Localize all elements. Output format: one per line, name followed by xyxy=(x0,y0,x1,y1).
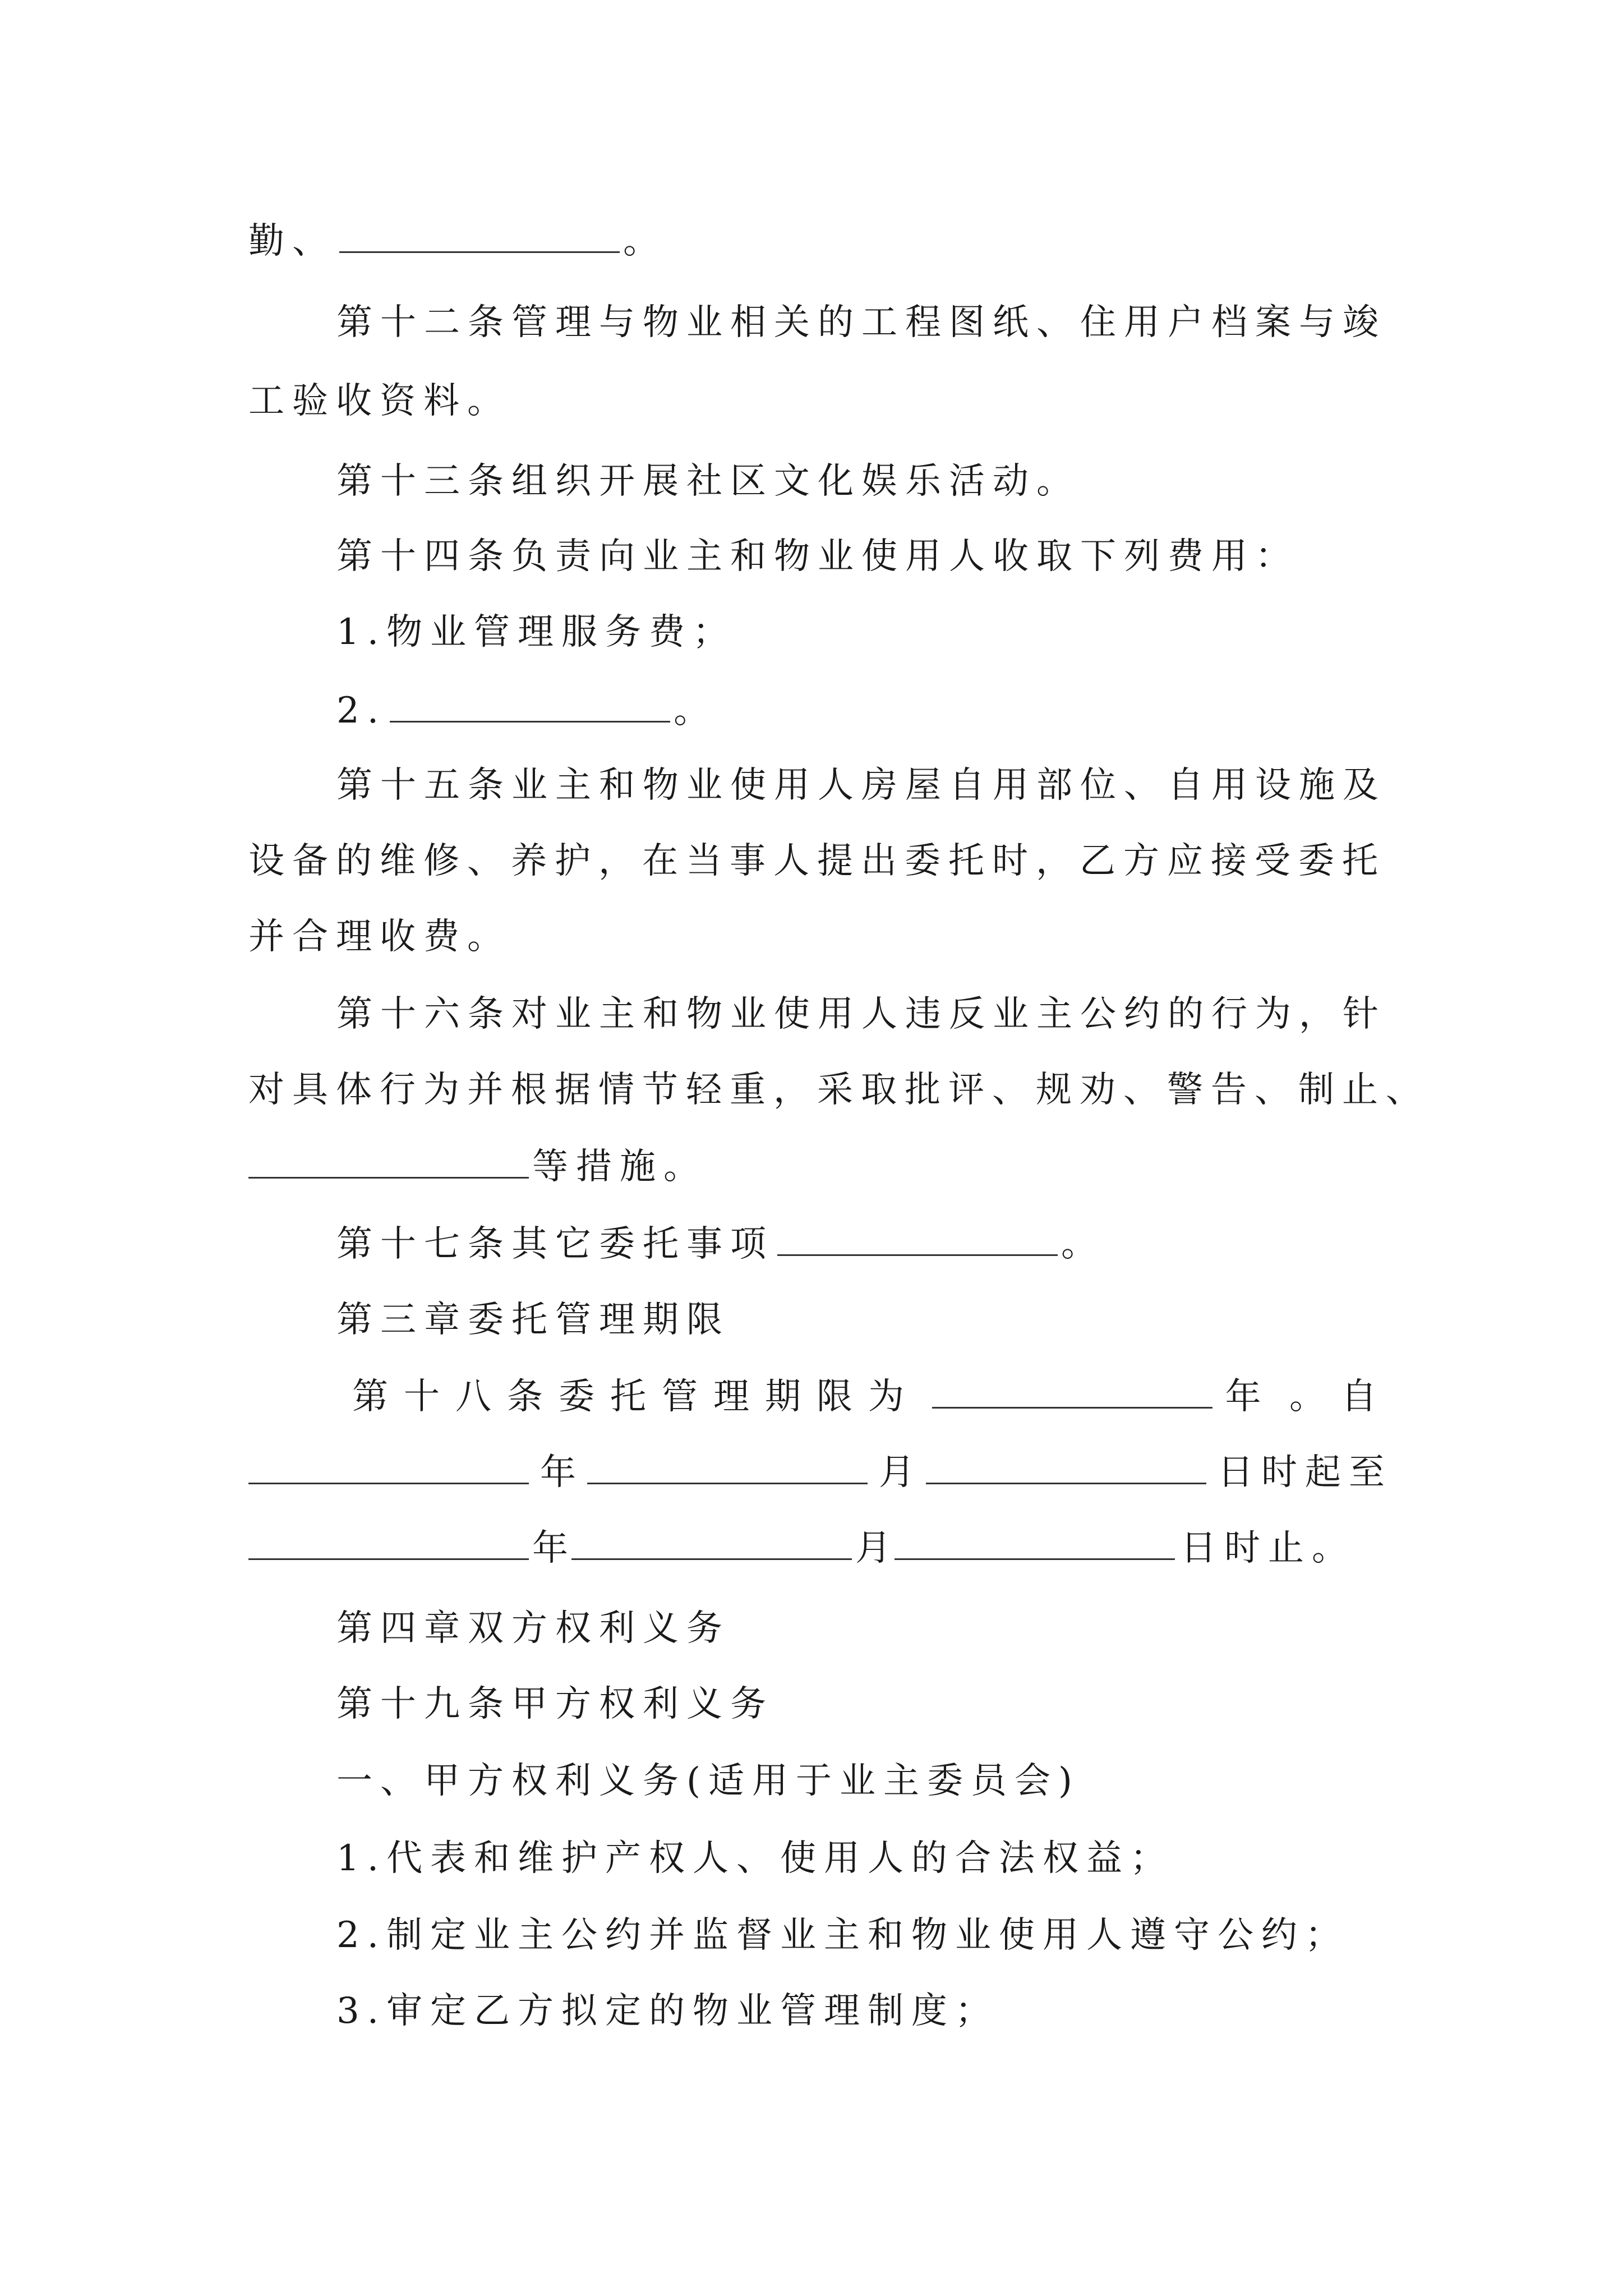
text-prefix: 勤、 xyxy=(248,220,336,262)
text-month: 月 xyxy=(855,1527,891,1569)
line-12: 对具体行为并根据情节轻重，采取批评、规劝、警告、制止、 xyxy=(248,1069,1430,1111)
text-prefix: 2. xyxy=(336,690,387,731)
fill-in-blank xyxy=(248,1143,529,1179)
line-19: 第四章双方权利义务 xyxy=(336,1608,730,1649)
line-24: 3.审定乙方拟定的物业管理制度； xyxy=(336,1990,999,2032)
text-suffix: 。 xyxy=(674,690,718,731)
fill-in-blank xyxy=(587,1449,868,1484)
text-month: 月 xyxy=(879,1452,915,1493)
text-prefix: 第十七条其它委托事项 xyxy=(336,1223,774,1265)
line-9: 设备的维修、养护，在当事人提出委托时，乙方应接受委托 xyxy=(248,840,1386,882)
line-10: 并合理收费。 xyxy=(248,916,511,958)
line-5: 第十四条负责向业主和物业使用人收取下列费用： xyxy=(336,536,1299,577)
line-4: 第十三条组织开展社区文化娱乐活动。 xyxy=(336,461,1080,502)
line-8: 第十五条业主和物业使用人房屋自用部位、自用设施及 xyxy=(336,765,1386,806)
fill-in-blank xyxy=(926,1449,1206,1484)
text-day-from: 日时起至 xyxy=(1218,1452,1393,1493)
fill-in-blank xyxy=(895,1525,1175,1560)
fill-in-blank xyxy=(390,687,670,723)
line-18 xyxy=(248,1509,1393,1588)
fill-in-blank xyxy=(777,1221,1058,1256)
fill-in-blank xyxy=(571,1525,852,1560)
line-2: 第十二条管理与物业相关的工程图纸、住用户档案与竣 xyxy=(336,302,1386,343)
line-23: 2.制定业主公约并监督业主和物业使用人遵守公约； xyxy=(336,1915,1349,1956)
text-from: 。自 xyxy=(1289,1376,1393,1418)
line-11: 第十六条对业主和物业使用人违反业主公约的行为，针 xyxy=(336,993,1386,1035)
line-17 xyxy=(248,1433,1393,1512)
text-suffix: 。 xyxy=(1061,1223,1105,1265)
text-suffix: 等措施。 xyxy=(532,1146,707,1188)
line-6: 1.物业管理服务费； xyxy=(336,611,737,653)
fill-in-blank xyxy=(339,218,620,253)
text-year: 年 xyxy=(540,1452,576,1493)
fill-in-blank xyxy=(932,1373,1212,1409)
line-14 xyxy=(336,1205,1393,1283)
text-year: 年 xyxy=(532,1527,568,1569)
fill-in-blank xyxy=(248,1525,529,1560)
line-16 xyxy=(352,1358,1393,1436)
line-15: 第三章委托管理期限 xyxy=(336,1299,730,1341)
line-20: 第十九条甲方权利义务 xyxy=(336,1683,774,1725)
text-year: 年 xyxy=(1225,1376,1277,1418)
line-1 xyxy=(248,202,1393,280)
text-suffix: 。 xyxy=(623,220,667,262)
line-7 xyxy=(336,671,1393,750)
text-day-to: 日时止。 xyxy=(1181,1527,1355,1569)
line-13 xyxy=(248,1128,1393,1206)
line-21: 一、甲方权利义务(适用于业主委员会) xyxy=(336,1760,1080,1802)
line-3: 工验收资料。 xyxy=(248,380,511,422)
fill-in-blank xyxy=(248,1449,529,1484)
line-22: 1.代表和维护产权人、使用人的合法权益； xyxy=(336,1838,1174,1879)
text-prefix: 第十八条委托管理期限为 xyxy=(352,1376,920,1418)
